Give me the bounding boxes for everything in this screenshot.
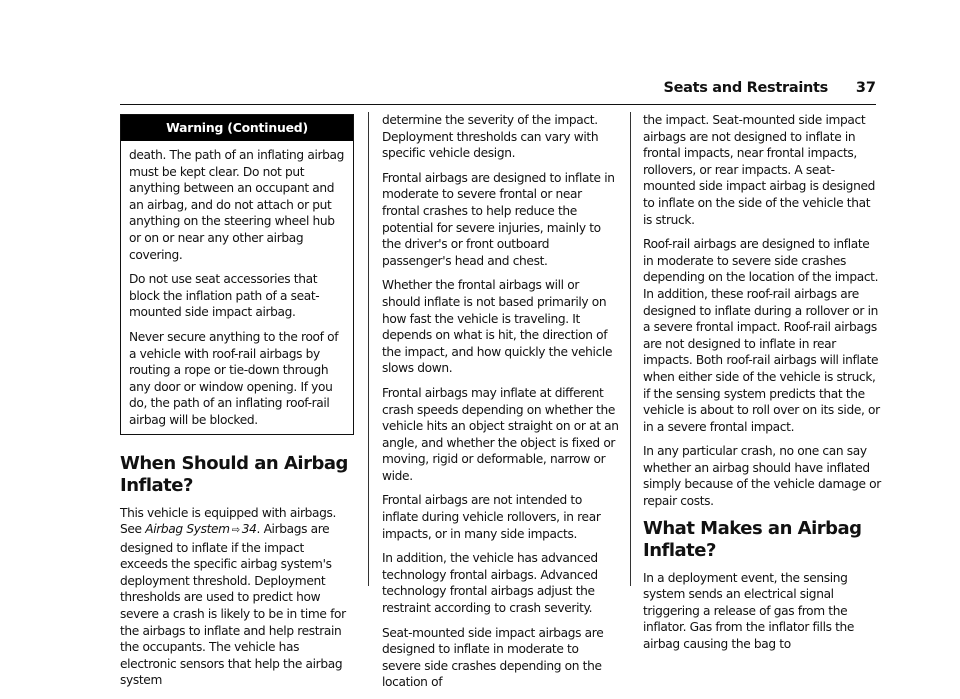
section-heading: What Makes an Airbag Inflate?	[643, 517, 862, 561]
cross-reference-link[interactable]: Airbag System	[145, 522, 230, 537]
warning-paragraph: Do not use seat accessories that block the inflation path of a seat-mounted side impact airbag.	[129, 272, 320, 320]
section-heading: When Should an Airbag Inflate?	[120, 452, 348, 496]
body-paragraph: the impact. Seat-mounted side impact airbags are not designed to inflate in frontal impacts, near frontal impacts, rollovers, or rear impacts. A seat-mounted side impact airbag is designed to inflate on the side of the vehicle that is struck.	[643, 113, 875, 227]
warning-paragraph: death. The path of an inflating airbag must be kept clear. Do not put anything between an occupant and an airbag, and do not attach or put anything on the steering wheel hub or on or near any other airbag covering.	[129, 148, 345, 262]
text-run: . Airbags are designed to inflate if the impact exceeds the specific airbag system's deployment threshold. Deployment thresholds are used to predict how severe a crash is likely to be in time for the airbags to inflate and help restrain the occupants. The vehicle has electronic sensors that help the airbag system	[120, 522, 346, 688]
page-arrow-icon: ⇨	[231, 525, 240, 537]
body-paragraph: Frontal airbags may inflate at different crash speeds depending on whether the vehicle hits an object straight on or at an angle, and whether the object is fixed or moving, rigid or deformable, narrow or wide.	[382, 385, 619, 483]
column-divider	[630, 112, 631, 586]
body-paragraph: In a deployment event, the sensing system sends an electrical signal triggering a release of gas from the inflator. Gas from the inflator fills the airbag causing the bag to	[643, 570, 855, 652]
body-paragraph: In addition, the vehicle has advanced technology frontal airbags. Advanced technology frontal airbags adjust the restraint according to crash severity.	[382, 551, 598, 616]
column-right	[643, 112, 881, 661]
warning-box	[120, 114, 354, 435]
body-paragraph: Seat-mounted side impact airbags are designed to inflate in moderate to severe side crashes depending on the location of	[382, 625, 604, 690]
section-title: Seats and Restraints	[663, 80, 828, 96]
column-left	[120, 114, 354, 697]
body-paragraph: Whether the frontal airbags will or should inflate is not based primarily on how fast the vehicle is traveling. It depends on what is hit, the direction of the impact, and how quickly the vehicle slows down.	[382, 278, 613, 376]
body-paragraph	[120, 505, 354, 690]
body-paragraph: Frontal airbags are not intended to inflate during vehicle rollovers, in rear impacts, or in many side impacts.	[382, 493, 601, 541]
page-number: 37	[855, 80, 876, 96]
text-run: This vehicle is equipped with airbags. See	[120, 505, 337, 537]
column-middle	[382, 112, 620, 699]
warning-body	[121, 141, 353, 434]
header-rule	[120, 104, 876, 105]
body-paragraph: In any particular crash, no one can say whether an airbag should have inflated simply because of the vehicle damage or repair costs.	[643, 444, 881, 509]
page-header	[120, 80, 876, 102]
warning-heading: Warning (Continued)	[121, 115, 353, 141]
warning-paragraph: Never secure anything to the roof of a vehicle with roof-rail airbags by routing a rope or tie-down through any door or window opening. If you do, the path of an inflating roof-rail airbag will be blocked.	[129, 329, 339, 427]
column-divider	[368, 112, 369, 586]
body-paragraph: Frontal airbags are designed to inflate in moderate to severe frontal or near frontal crashes to help reduce the potential for severe injuries, mainly to the driver's or front outboard passenger's head and chest.	[382, 170, 615, 268]
cross-reference-page[interactable]: 34	[241, 522, 257, 537]
body-paragraph: Roof-rail airbags are designed to inflate in moderate to severe side crashes depending on the location of the impact. In addition, these roof-rail airbags are designed to inflate during a rollover or in a severe frontal impact. Roof-rail airbags are not designed to inflate in rear impacts. Both roof-rail airbags will inflate when either side of the vehicle is struck, if the sensing system predicts that the vehicle is about to roll over on its side, or in a severe frontal impact.	[643, 237, 880, 434]
body-paragraph: determine the severity of the impact. Deployment thresholds can vary with specific vehicle design.	[382, 113, 599, 161]
